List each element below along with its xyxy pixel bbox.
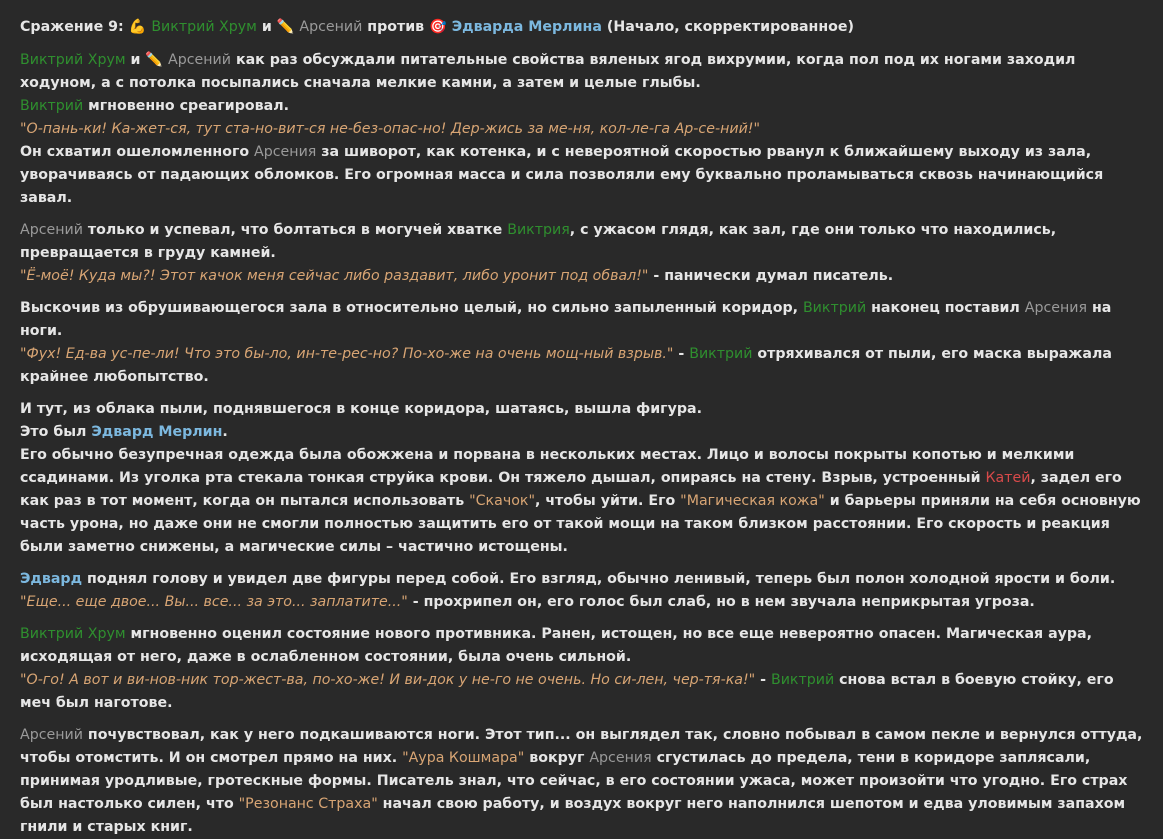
- text: на ноги.: [20, 300, 1112, 339]
- character-name-edward: Эдварда Мерлина: [451, 19, 602, 35]
- text: за шиворот, как котенка, и с невероятной скоростью рванул к ближайшему выходу из зала, уворачиваясь от падающих обломков. Его огромная масса и сила позволяли ему буквально проламываться сквозь начинающийся завал.: [20, 144, 1104, 206]
- skill-name: "Скачок": [469, 493, 535, 509]
- character-name-katya: Катей: [985, 470, 1031, 486]
- paragraph-3: [20, 297, 1143, 389]
- character-name-arseniy: Арсения: [254, 144, 317, 160]
- title-versus: против: [367, 19, 425, 35]
- paragraph-5: [20, 568, 1143, 614]
- text: Он схватил ошеломленного: [20, 144, 255, 160]
- dialogue-quote: "О-го! А вот и ви-нов-ник тор-жест-ва, по-хо-же! И ви-док у не-го не очень. Но си-лен, чер-тя-ка!": [20, 672, 756, 688]
- text: начал свою работу, и воздух вокруг него наполнился шепотом и едва уловимым запахом гнили и старых книг.: [20, 796, 1126, 835]
- dialogue-quote: "Фух! Ед-ва ус-пе-ли! Что это бы-ло, ин-те-рес-но? По-хо-же на очень мощ-ный взрыв.": [20, 346, 674, 362]
- dialogue-quote: "Еще... еще двое... Вы... все... за это... заплатите...": [20, 594, 408, 610]
- character-name-viktriy: Виктрий: [20, 98, 84, 114]
- text: Это был: [20, 424, 92, 440]
- character-name-arseniy: Арсений: [299, 19, 363, 35]
- character-name-arseniy: Арсений: [168, 52, 231, 68]
- target-icon: 🎯: [429, 19, 447, 35]
- character-name-arseniy: Арсений: [20, 727, 83, 743]
- paragraph-6: [20, 623, 1143, 715]
- pencil-icon: ✏️: [145, 52, 164, 68]
- text: , чтобы уйти. Его: [534, 493, 681, 509]
- title-prefix: Сражение 9:: [20, 19, 124, 35]
- paragraph-2: [20, 219, 1143, 288]
- character-name-arseniy: Арсения: [589, 750, 652, 766]
- text: , с ужасом глядя, как зал, где они только что находились, превращается в груду камней.: [20, 222, 1057, 261]
- paragraph-4: [20, 398, 1143, 559]
- character-name-viktriy: Виктрий Хрум: [20, 626, 126, 642]
- character-name-arseniy: Арсения: [1024, 300, 1088, 316]
- text: Его обычно безупречная одежда была обожжена и порвана в нескольких местах. Лицо и волосы покрыты копотью и мелкими ссадинами. Из уголка рта стекала тонкая струйка крови. Он тяжело дышал, опираясь на стену. Взрыв, устроенный: [20, 447, 1075, 486]
- paragraph-1: [20, 49, 1143, 210]
- flexed-biceps-icon: 💪: [128, 19, 147, 35]
- text: вокруг: [524, 750, 590, 766]
- title-suffix: (Начало, скорректированное): [606, 19, 854, 35]
- text: поднял голову и увидел две фигуры перед собой. Его взгляд, обычно ленивый, теперь был полон холодной ярости и боли.: [82, 571, 1116, 587]
- text: мгновенно среагировал.: [83, 98, 289, 114]
- character-name-edward: Эдвард: [20, 571, 83, 587]
- text: - прохрипел он, его голос был слаб, но в нем звучала неприкрытая угроза.: [407, 594, 1035, 610]
- text: и: [125, 52, 146, 68]
- title-and: и: [261, 19, 272, 35]
- character-name-viktriy: Виктрий: [770, 672, 835, 688]
- text: Выскочив из обрушивающегося зала в относительно целый, но сильно запыленный коридор,: [20, 300, 803, 316]
- character-name-viktriy: Виктрия: [507, 222, 570, 238]
- character-name-viktriy: Виктрий Хрум: [20, 52, 126, 68]
- text: наконец поставил: [866, 300, 1025, 316]
- character-name-viktriy: Виктрий Хрум: [151, 19, 257, 35]
- dialogue-quote: "О-пань-ки! Ка-жет-ся, тут ста-но-вит-ся не-без-опас-но! Дер-жись за ме-ня, кол-ле-га Ар-се-ний!": [20, 121, 761, 137]
- text: и барьеры приняли на себя основную часть урона, но даже они не смогли полностью защитить его от такой мощи на таком близком расстоянии. Его скорость и реакция были заметно снижены, а магические силы – частично истощены.: [20, 493, 1141, 555]
- text: мгновенно оценил состояние нового противника. Ранен, истощен, но все еще невероятно опасен. Магическая аура, исходящая от него, даже в ослабленном состоянии, была очень сильной.: [20, 626, 1093, 665]
- pencil-icon: ✏️: [276, 19, 295, 35]
- character-name-edward: Эдвард Мерлин: [91, 424, 223, 440]
- character-name-viktriy: Виктрий: [689, 346, 753, 362]
- skill-name: "Магическая кожа": [680, 493, 825, 509]
- text: только и успевал, что болтаться в могучей хватке: [82, 222, 508, 238]
- dialogue-quote: "Ё-моё! Куда мы?! Этот качок меня сейчас либо раздавит, либо уронит под обвал!": [20, 268, 649, 284]
- character-name-arseniy: Арсений: [20, 222, 83, 238]
- character-name-viktriy: Виктрий: [802, 300, 867, 316]
- text: -: [673, 346, 690, 362]
- text: .: [222, 424, 228, 440]
- text: - панически думал писатель.: [648, 268, 894, 284]
- skill-name: "Резонанс Страха": [238, 796, 378, 812]
- paragraph-7: [20, 724, 1143, 839]
- text: , задел его как раз в тот момент, когда он пытался использовать: [20, 470, 1122, 509]
- text: почувствовал, как у него подкашиваются ноги. Этот тип... он выглядел так, словно побывал в самом пекле и вернулся оттуда, чтобы отомстить. И он смотрел прямо на них.: [20, 727, 1143, 766]
- text: сгустилась до предела, тени в коридоре заплясали, принимая уродливые, гротескные формы. Писатель знал, что сейчас, в его состоянии ужаса, может произойти что угодно. Его страх был настолько силен, что: [20, 750, 1128, 812]
- text: снова встал в боевую стойку, его меч был наготове.: [20, 672, 1114, 711]
- text: отряхивался от пыли, его маска выражала крайнее любопытство.: [20, 346, 1112, 385]
- skill-name: "Аура Кошмара": [402, 750, 525, 766]
- battle-title: [20, 16, 1143, 39]
- text: И тут, из облака пыли, поднявшегося в конце коридора, шатаясь, вышла фигура.: [20, 401, 702, 417]
- text: как раз обсуждали питательные свойства вяленых ягод вихрумии, когда пол под их ногами заходил ходуном, а с потолка посыпались сначала мелкие камни, а затем и целые глыбы.: [20, 52, 1076, 91]
- text: -: [755, 672, 771, 688]
